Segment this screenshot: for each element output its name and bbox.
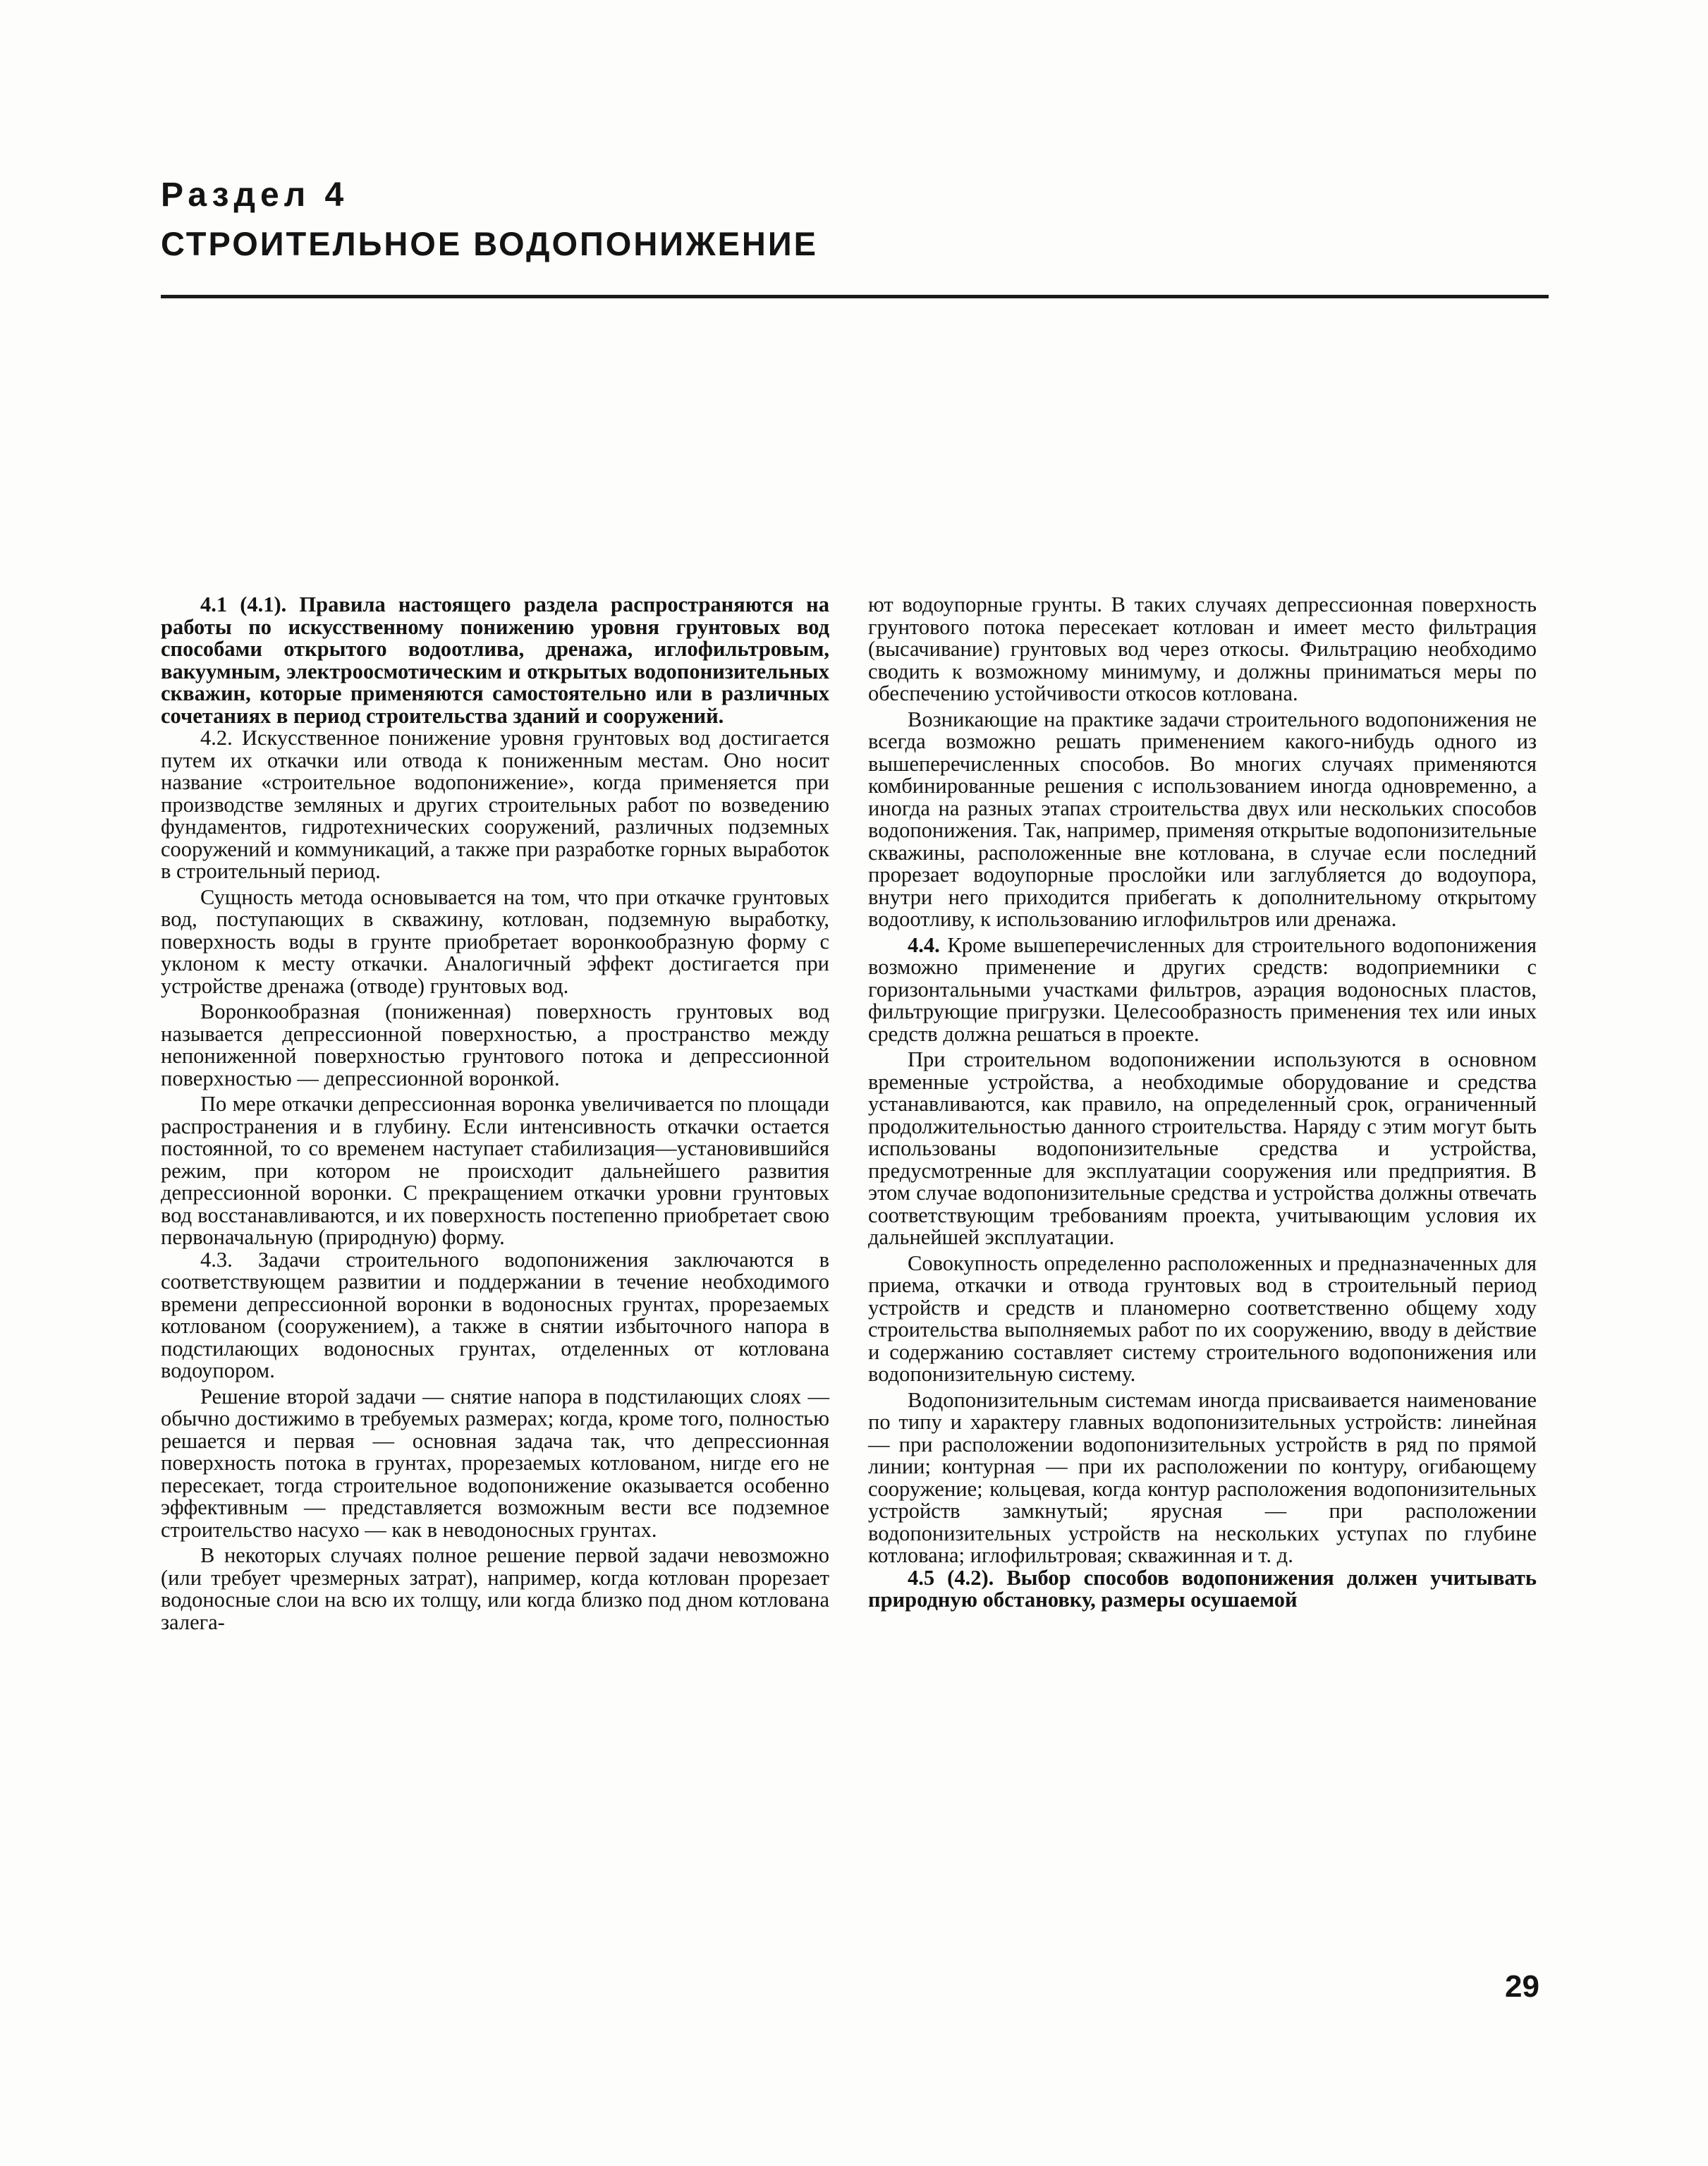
section-label: Раздел 4	[161, 176, 349, 214]
paragraph: Решение второй задачи — снятие напора в подстилающих слоях — обычно достижимо в требуемых размерах; когда, кроме того, полностью решается и первая — основная задача так, что депрессионная поверхность потока в грунтах, прорезаемых котлованом, нигде его не пересекает, тогда строительное водопонижение оказывается особенно эффективным — представляется возможным вести все подземное строительство насухо — как в неводоносных грунтах.	[161, 1384, 829, 1542]
clause-number: 4.5 (4.2).	[908, 1565, 994, 1590]
heading-divider	[161, 295, 1549, 298]
left-column	[161, 594, 829, 1633]
paragraph-text: Кроме вышеперечисленных для строительного водопонижения возможно применение и других средств: водоприемники с горизонтальными участками фильтров, аэрация водоносных пластов, фильтрующие пригрузки. Целесообразность применения тех или иных средств должна решаться в проекте.	[868, 932, 1537, 1046]
paragraph	[868, 932, 1537, 1046]
paragraph: Возникающие на практике задачи строительного водопонижения не всегда возможно решать применением какого-нибудь одного из вышеперечисленных способов. Во многих случаях применяются комбинированные решения с использованием иногда одновременно, а иногда на разных этапах строительства двух или нескольких способов водопонижения. Так, например, применяя открытые водопонизительные скважины, расположенные вне котлована, в случае если последний прорезает водоупорные прослойки или заглубляется до водоупора, внутри него приходится прибегать к дополнительному открытому водоотливу, к использованию иглофильтров или дренажа.	[868, 707, 1537, 931]
paragraph: По мере откачки депрессионная воронка увеличивается по площади распространения и в глубину. Если интенсивность откачки остается постоянной, то со временем наступает стабилизация—установившийся режим, при котором не происходит дальнейшего развития депрессионной воронки. С прекращением откачки уровни грунтовых вод восстанавливаются, и их поверхность постепенно приобретает свою первоначальную (природную) форму.	[161, 1092, 829, 1249]
paragraph	[161, 1249, 829, 1382]
clause-number: 4.1 (4.1).	[200, 592, 287, 616]
paragraph: Совокупность определенно расположенных и предназначенных для приема, откачки и отвода грунтовых вод в строительный период устройств и средств и планомерно соответственно общему ходу строительства выполняемых работ по их сооружению, вводу в действие и содержанию составляет систему строительного водопонижения или водопонизительную систему.	[868, 1251, 1537, 1386]
paragraph: ют водоупорные грунты. В таких случаях депрессионная поверхность грунтового потока пересекает котлован и имеет место фильтрация (высачивание) грунтовых вод через откосы. Фильтрацию необходимо сводить к возможному минимуму, и должны приниматься меры по обеспечению устойчивости откосов котлована.	[868, 592, 1537, 705]
page-number: 29	[1505, 1969, 1539, 2004]
paragraph: Сущность метода основывается на том, что при откачке грунтовых вод, поступающих в скважину, котлован, подземную выработку, поверхность воды в грунте приобретает воронкообразную форму с уклоном к месту откачки. Аналогичный эффект достигается при устройстве дренажа (отводе) грунтовых вод.	[161, 884, 829, 998]
paragraph-text: Задачи строительного водопонижения заключаются в соответствующем развитии и поддержании в течение необходимого времени депрессионной воронки в водоносных грунтах, прорезаемых котлованом (сооружением), а также в снятии избыточного напора в подстилающих водоносных грунтах, отделенных от котлована водоупором.	[161, 1247, 829, 1382]
paragraph: В некоторых случаях полное решение первой задачи невозможно (или требует чрезмерных затрат), например, когда котлован прорезает водоносные слои на всю их толщу, или когда близко под дном котлована залега-	[161, 1543, 829, 1634]
paragraph: Водопонизительным системам иногда присваивается наименование по типу и характеру главных водопонизительных устройств: линейная — при расположении водопонизительных устройств в ряд по прямой линии; контурная — при их расположении по контуру, огибающему сооружение; кольцевая, когда контур расположения водопонизительных устройств замкнутый; ярусная — при расположении водопонизительных устройств на нескольких уступах по глубине котлована; иглофильтровая; скважинная и т. д.	[868, 1387, 1537, 1567]
paragraph	[868, 1567, 1537, 1612]
section-heading	[161, 175, 818, 265]
paragraph: Воронкообразная (пониженная) поверхность грунтовых вод называется депрессионной поверхностью, а пространство между непониженной поверхностью грунтового потока и депрессионной поверхностью — депрессионной воронкой.	[161, 999, 829, 1090]
paragraph-text: Правила настоящего раздела распространяются на работы по искусственному понижению уровня грунтовых вод способами открытого водоотлива, дренажа, иглофильтровым, вакуумным, электроосмотическим и открытых водопонизительных скважин, которые применяются самостоятельно или в различных сочетаниях в период строительства зданий и сооружений.	[161, 592, 829, 728]
clause-number: 4.2.	[200, 726, 233, 750]
paragraph	[161, 594, 829, 727]
paragraph	[161, 727, 829, 883]
clause-number: 4.3.	[200, 1247, 233, 1272]
paragraph-text: Выбор способов водопонижения должен учитывать природную обстановку, размеры осушаемой	[868, 1565, 1537, 1612]
section-title: СТРОИТЕЛЬНОЕ ВОДОПОНИЖЕНИЕ	[161, 225, 818, 262]
paragraph: При строительном водопонижении используются в основном временные устройства, а необходимые оборудование и средства устанавливаются, как правило, на определенный срок, ограниченный продолжительностью данного строительства. Наряду с этим могут быть использованы водопонизительные средства и устройства, предусмотренные для эксплуатации сооружения или предприятия. В этом случае водопонизительные средства и устройства должны отвечать соответствующим требованиям проекта, учитывающим условия их дальнейшей эксплуатации.	[868, 1047, 1537, 1249]
right-column	[868, 594, 1537, 1612]
paragraph-text: Искусственное понижение уровня грунтовых вод достигается путем их откачки или отвода к пониженным местам. Оно носит название «строительное водопонижение», когда применяется при производстве земляных и других строительных работ по возведению фундаментов, гидротехнических сооружений, различных подземных сооружений и коммуникаций, а также при разработке горных выработок в строительный период.	[161, 726, 829, 883]
clause-number: 4.4.	[908, 932, 940, 957]
